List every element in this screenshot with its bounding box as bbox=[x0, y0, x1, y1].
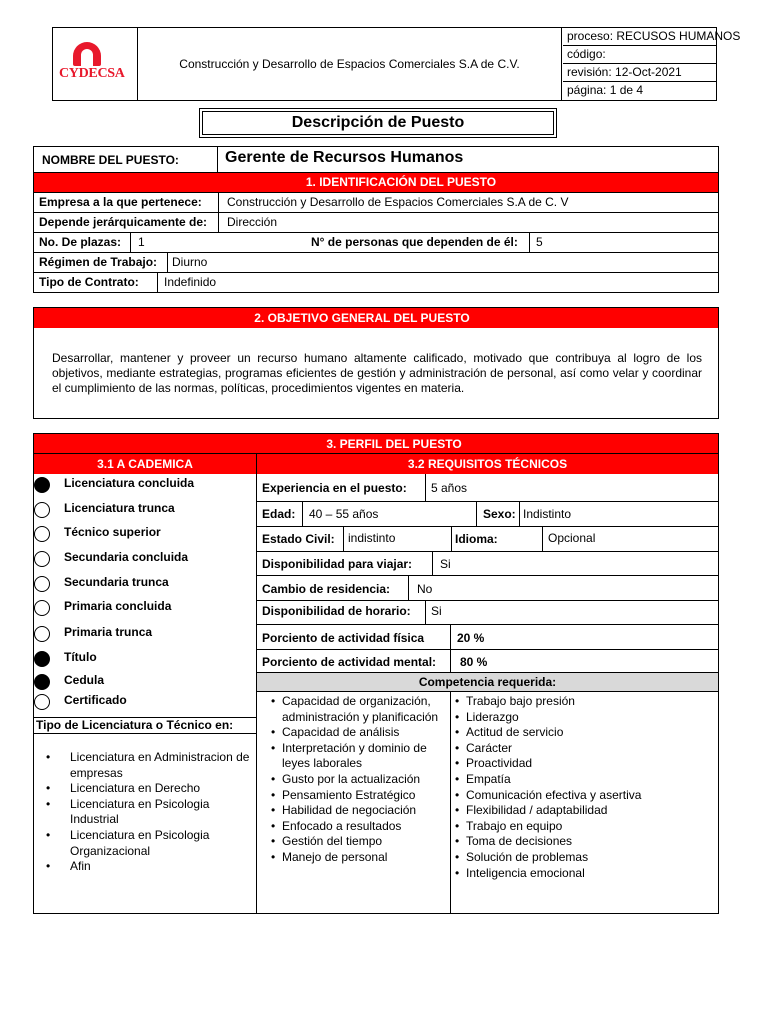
competencia-item: • Flexibilidad / adaptabilidad bbox=[454, 803, 716, 819]
meta-codigo: código: bbox=[563, 46, 717, 64]
mental-label: Porciento de actividad mental: bbox=[262, 655, 437, 669]
empresa-value: Construcción y Desarrollo de Espacios Comerciales S.A de C. V bbox=[227, 195, 569, 209]
empresa-label: Empresa a la que pertenece: bbox=[39, 195, 202, 209]
contrato-value: Indefinido bbox=[164, 275, 217, 289]
licenciaturas-list bbox=[34, 750, 256, 875]
licenciatura-item: • Licenciatura en Administracion de empresas bbox=[34, 750, 256, 781]
competencia-item: • Habilidad de negociación bbox=[270, 803, 448, 819]
regimen-label: Régimen de Trabajo: bbox=[39, 255, 158, 269]
academica-check-icon[interactable] bbox=[34, 674, 50, 690]
academica-check-icon[interactable] bbox=[34, 526, 50, 542]
academica-check-icon[interactable] bbox=[34, 694, 50, 710]
competencia-item: • Inteligencia emocional bbox=[454, 866, 716, 882]
depende-value: Dirección bbox=[227, 215, 278, 229]
competencia-item: • Carácter bbox=[454, 741, 716, 757]
tipo-licenciatura-label: Tipo de Licenciatura o Técnico en: bbox=[36, 718, 234, 732]
academica-check-icon[interactable] bbox=[34, 626, 50, 642]
competencia-item: • Proactividad bbox=[454, 756, 716, 772]
academica-label: Título bbox=[64, 650, 97, 664]
sexo-label: Sexo: bbox=[483, 507, 516, 521]
experiencia-label: Experiencia en el puesto: bbox=[262, 481, 407, 495]
row-empresa bbox=[33, 193, 719, 213]
competencia-item: • Interpretación y dominio de leyes laborales bbox=[270, 741, 448, 772]
academica-check-icon[interactable] bbox=[34, 576, 50, 592]
competencia-item: • Enfocado a resultados bbox=[270, 819, 448, 835]
sexo-value: Indistinto bbox=[523, 507, 572, 521]
job-name-value: Gerente de Recursos Humanos bbox=[225, 149, 464, 166]
academica-label: Técnico superior bbox=[64, 525, 161, 539]
residencia-value: No bbox=[417, 582, 433, 596]
competencia-item: • Trabajo en equipo bbox=[454, 819, 716, 835]
residencia-label: Cambio de residencia: bbox=[262, 582, 391, 596]
academica-check-icon[interactable] bbox=[34, 477, 50, 493]
competencia-item: • Actitud de servicio bbox=[454, 725, 716, 741]
competencia-item: • Comunicación efectiva y asertiva bbox=[454, 788, 716, 804]
edad-value: 40 – 55 años bbox=[309, 507, 379, 521]
plazas-value: 1 bbox=[138, 235, 145, 249]
competencia-item: • Pensamiento Estratégico bbox=[270, 788, 448, 804]
objetivo-text: Desarrollar, mantener y proveer un recurso humano altamente calificado, motivado que contribuya al logro de los objetivos, mediante estrategias, programas eficientes de gestión y administración de personal, así como velar y coordinar el cumplimiento de las normas, políticas, procedimientos vigentes en materia. bbox=[52, 351, 702, 395]
competencia-item: • Gusto por la actualización bbox=[270, 772, 448, 788]
competencias-col2 bbox=[454, 694, 716, 881]
licenciatura-item: • Licenciatura en Psicologia Organizacional bbox=[34, 828, 256, 859]
academica-label: Licenciatura concluida bbox=[64, 476, 195, 490]
meta-revision: revisión: 12-Oct-2021 bbox=[563, 64, 717, 82]
competencia-item: • Capacidad de análisis bbox=[270, 725, 448, 741]
depende-label: Depende jerárquicamente de: bbox=[39, 215, 208, 229]
logo-cell bbox=[53, 28, 138, 100]
row-depende bbox=[33, 213, 719, 233]
document-title-box bbox=[199, 108, 557, 138]
company-name: Construcción y Desarrollo de Espacios Comerciales S.A de C.V. bbox=[138, 28, 562, 100]
section3-heading: 3. PERFIL DEL PUESTO bbox=[34, 434, 718, 454]
viajar-label: Disponibilidad para viajar: bbox=[262, 557, 413, 571]
competencia-item: • Trabajo bajo presión bbox=[454, 694, 716, 710]
competencia-item: • Gestión del tiempo bbox=[270, 834, 448, 850]
academica-check-icon[interactable] bbox=[34, 551, 50, 567]
competencia-item: • Liderazgo bbox=[454, 710, 716, 726]
plazas-label: No. De plazas: bbox=[39, 235, 122, 249]
academica-label: Secundaria trunca bbox=[64, 575, 169, 589]
academica-check-icon[interactable] bbox=[34, 502, 50, 518]
fisica-label: Porciento de actividad física bbox=[262, 631, 425, 645]
document-meta bbox=[563, 28, 741, 100]
edad-label: Edad: bbox=[262, 507, 296, 521]
academica-label: Licenciatura trunca bbox=[64, 501, 175, 515]
personas-value: 5 bbox=[536, 235, 543, 249]
competencia-item: • Manejo de personal bbox=[270, 850, 448, 866]
document-header bbox=[52, 27, 741, 101]
regimen-value: Diurno bbox=[172, 255, 208, 269]
idioma-value: Opcional bbox=[548, 531, 596, 545]
section1-heading: 1. IDENTIFICACIÓN DEL PUESTO bbox=[33, 173, 719, 193]
row-plazas bbox=[33, 233, 719, 253]
meta-pagina: página: 1 de 4 bbox=[567, 83, 644, 97]
section2-heading: 2. OBJETIVO GENERAL DEL PUESTO bbox=[34, 308, 718, 328]
tecnicos-heading: 3.2 REQUISITOS TÉCNICOS bbox=[257, 454, 718, 474]
document-title: Descripción de Puesto bbox=[202, 111, 554, 135]
horario-value: Si bbox=[431, 604, 442, 618]
experiencia-value: 5 años bbox=[431, 481, 468, 495]
licenciatura-item: • Licenciatura en Psicologia Industrial bbox=[34, 797, 256, 828]
licenciatura-item: • Afin bbox=[34, 859, 256, 875]
competencia-item: • Solución de problemas bbox=[454, 850, 716, 866]
academica-check-icon[interactable] bbox=[34, 600, 50, 616]
licenciatura-item: • Licenciatura en Derecho bbox=[34, 781, 256, 797]
section3-perfil bbox=[33, 433, 719, 914]
horario-label: Disponibilidad de horario: bbox=[262, 604, 411, 618]
academica-label: Secundaria concluida bbox=[64, 550, 189, 564]
logo-mark-icon bbox=[73, 42, 101, 66]
competencia-item: • Toma de decisiones bbox=[454, 834, 716, 850]
personas-label: N° de personas que dependen de él: bbox=[311, 235, 518, 249]
academica-check-icon[interactable] bbox=[34, 651, 50, 667]
competencia-heading: Competencia requerida: bbox=[257, 673, 718, 692]
meta-proceso: proceso: RECUSOS HUMANOS bbox=[563, 28, 717, 46]
mental-value: 80 % bbox=[460, 655, 488, 669]
academica-label: Primaria trunca bbox=[64, 625, 153, 639]
fisica-value: 20 % bbox=[457, 631, 485, 645]
section2-objetivo bbox=[33, 307, 719, 419]
viajar-value: Si bbox=[440, 557, 451, 571]
competencia-item: • Capacidad de organización, administración y planificación bbox=[270, 694, 448, 725]
civil-label: Estado Civil: bbox=[262, 532, 335, 546]
row-regimen bbox=[33, 253, 719, 273]
company-logo bbox=[57, 42, 135, 82]
competencias-col1 bbox=[270, 694, 448, 866]
academica-label: Certificado bbox=[64, 693, 127, 707]
logo-text: CYDECSA bbox=[59, 66, 125, 81]
academica-label: Cedula bbox=[64, 673, 105, 687]
academica-heading: 3.1 A CADEMICA bbox=[34, 454, 257, 474]
academica-label: Primaria concluida bbox=[64, 599, 172, 613]
competencia-item: • Empatía bbox=[454, 772, 716, 788]
job-name-row bbox=[33, 146, 719, 173]
idioma-label: Idioma: bbox=[455, 532, 498, 546]
row-contrato bbox=[33, 273, 719, 293]
civil-value: indistinto bbox=[348, 531, 396, 545]
job-name-label: NOMBRE DEL PUESTO: bbox=[42, 153, 179, 167]
contrato-label: Tipo de Contrato: bbox=[39, 275, 139, 289]
